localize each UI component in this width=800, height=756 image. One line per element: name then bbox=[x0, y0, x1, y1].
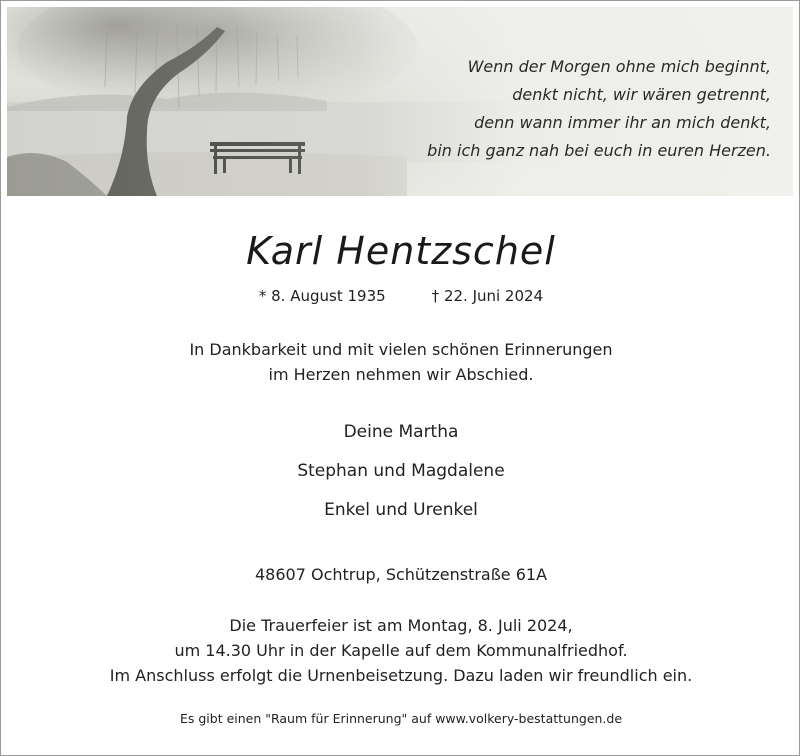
poem-line: Wenn der Morgen ohne mich beginnt, bbox=[467, 57, 771, 76]
deceased-name: Karl Hentzschel bbox=[246, 229, 556, 273]
poem-line: denn wann immer ihr an mich denkt, bbox=[474, 113, 771, 132]
ceremony-line: um 14.30 Uhr in der Kapelle auf dem Kommunalfriedhof. bbox=[174, 641, 628, 660]
gratitude-line: In Dankbarkeit und mit vielen schönen Erinnerungen bbox=[189, 340, 613, 359]
poem-line: denkt nicht, wir wären getrennt, bbox=[512, 85, 771, 104]
gratitude-line: im Herzen nehmen wir Abschied. bbox=[268, 365, 534, 384]
poem bbox=[427, 53, 771, 165]
birth-date: * 8. August 1935 bbox=[258, 287, 386, 305]
address: 48607 Ochtrup, Schützenstraße 61A bbox=[254, 565, 548, 584]
family-member: Stephan und Magdalene bbox=[297, 461, 505, 481]
footer-note: Es gibt einen "Raum für Erinnerung" auf www.volkery-bestattungen.de bbox=[179, 711, 623, 726]
ceremony-line: Die Trauerfeier ist am Montag, 8. Juli 2024, bbox=[229, 616, 573, 635]
ceremony-line: Im Anschluss erfolgt die Urnenbeisetzung. Dazu laden wir freundlich ein. bbox=[109, 666, 693, 685]
poem-line: bin ich ganz nah bei euch in euren Herzen. bbox=[427, 141, 771, 160]
death-date: † 22. Juni 2024 bbox=[431, 287, 544, 305]
family-member: Deine Martha bbox=[343, 422, 459, 442]
header-image bbox=[7, 7, 793, 196]
life-dates bbox=[1, 287, 800, 305]
family-member: Enkel und Urenkel bbox=[324, 500, 478, 520]
